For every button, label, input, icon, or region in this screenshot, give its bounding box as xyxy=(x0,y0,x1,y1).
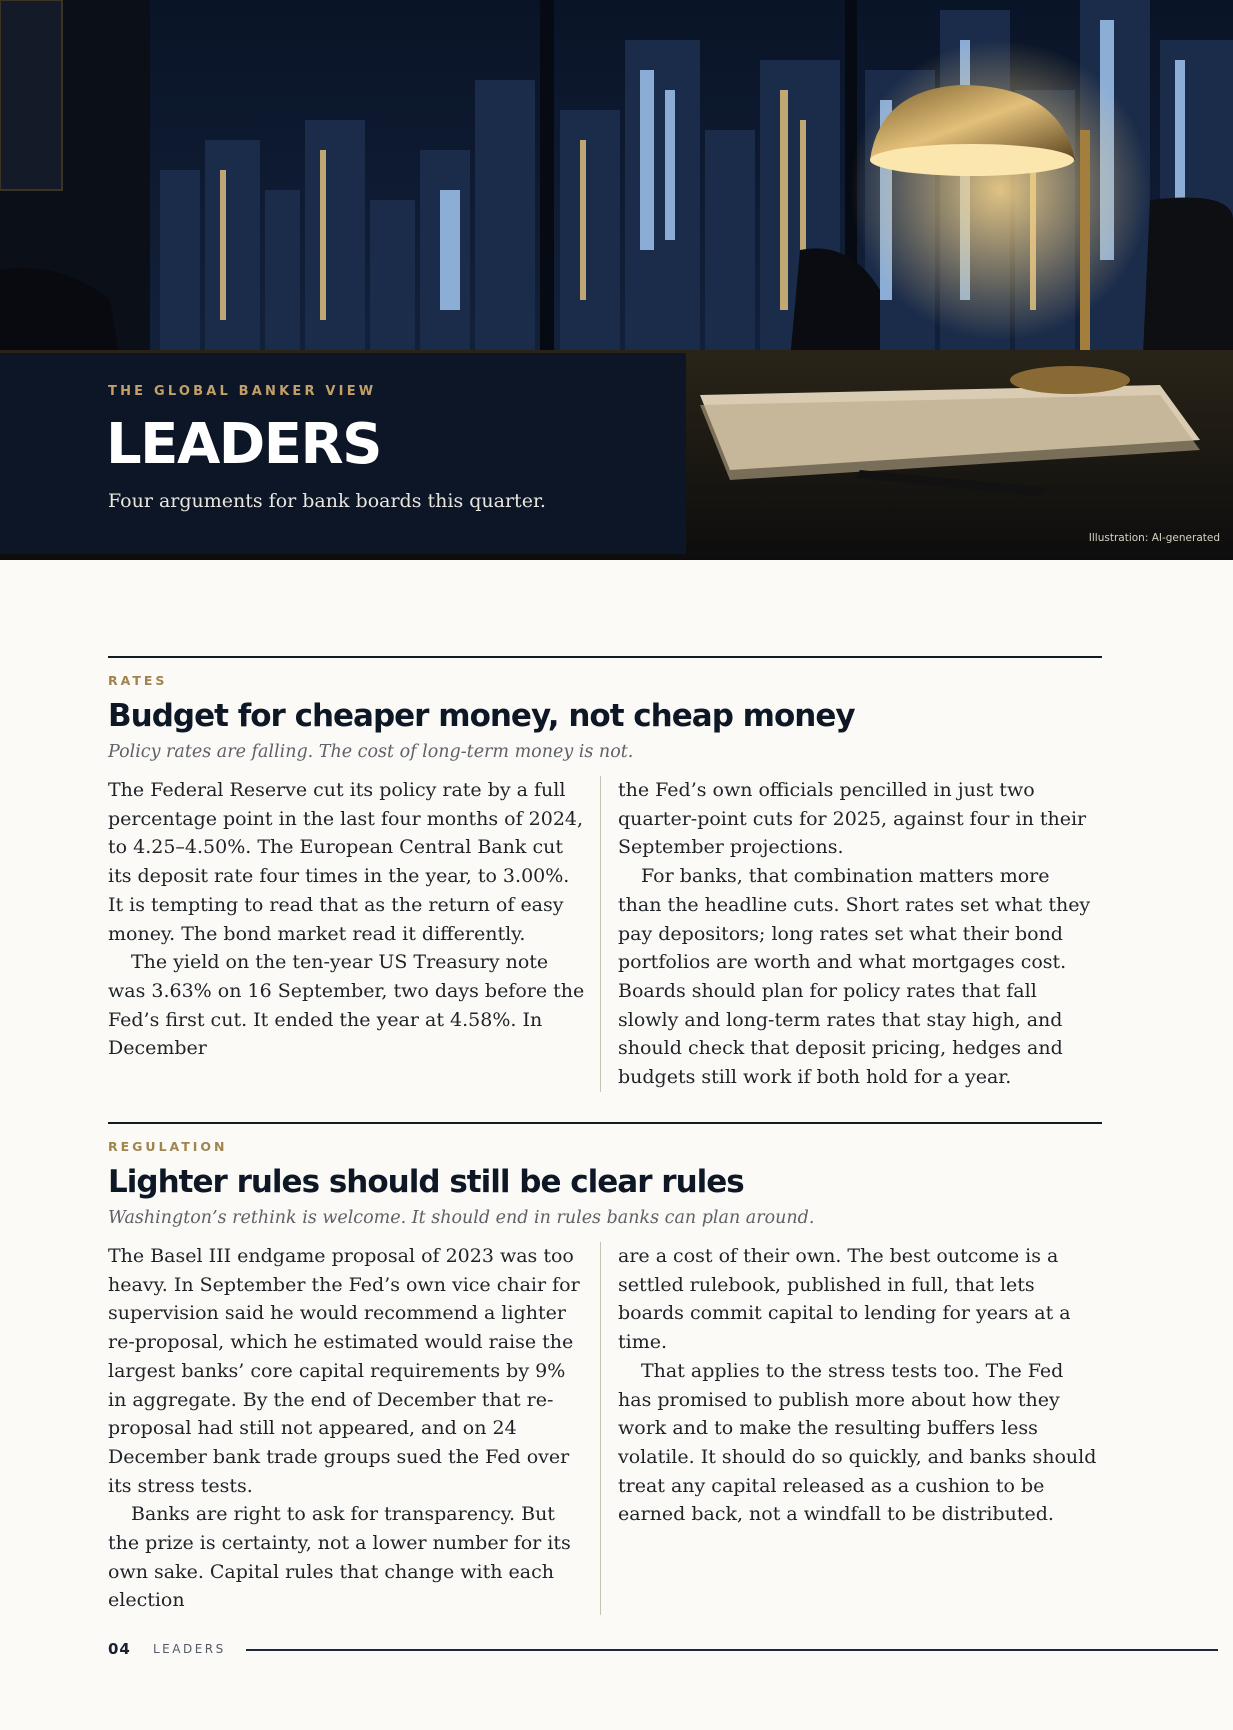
paragraph: are a cost of their own. The best outcome is a settled rulebook, published in full, that lets boards commit capital to lending for years at a time. xyxy=(618,1245,1071,1354)
paragraph: The Basel III endgame proposal of 2023 was too heavy. In September the Fed’s own vice chair for supervision said he would recommend a lighter re-proposal, which he estimated would raise the largest banks’ core capital requirements by 9% in aggregate. By the end of December that re-proposal had still not appeared, and on 24 December bank trade groups sued the Fed over its stress tests. xyxy=(108,1245,580,1497)
article-columns xyxy=(108,776,1102,1092)
section-label: REGULATION xyxy=(108,1139,228,1154)
illustration-credit: Illustration: AI-generated xyxy=(1088,532,1220,544)
section-label: RATES xyxy=(108,673,168,688)
paragraph: The yield on the ten-year US Treasury note was 3.63% on 16 September, two days before the Fed’s first cut. It ended the year at 4.58%. In December xyxy=(108,951,585,1060)
paragraph: The Federal Reserve cut its policy rate by a full percentage point in the last four months of 2024, to 4.25–4.50%. The European Central Bank cut its deposit rate four times in the year, to 3.00%. It is tempting to read that as the return of easy money. The bond market read it differently. xyxy=(108,779,584,945)
article-top-rule xyxy=(108,656,1102,658)
article-column-left xyxy=(108,776,588,1092)
paragraph: For banks, that combination matters more than the headline cuts. Short rates set what they pay depositors; long rates set what their bond portfolios are worth and what mortgages cost. Boards should plan for policy rates that fall slowly and long-term rates that stay high, and should check that deposit pricing, hedges and budgets still work if both hold for a year. xyxy=(618,865,1091,1089)
article-rates xyxy=(108,656,1102,1092)
hero-kicker: THE GLOBAL BANKER VIEW xyxy=(108,384,377,399)
page-footer xyxy=(108,1637,1218,1661)
article-headline: Budget for cheaper money, not cheap money xyxy=(108,698,855,734)
hero-dek: Four arguments for bank boards this quarter. xyxy=(108,490,546,512)
footer-rule xyxy=(246,1649,1218,1651)
article-headline: Lighter rules should still be clear rules xyxy=(108,1164,744,1200)
footer-section-label: LEADERS xyxy=(153,1642,226,1656)
hero-banner xyxy=(0,0,1233,560)
article-standfirst: Washington’s rethink is welcome. It should end in rules banks can plan around. xyxy=(108,1208,815,1228)
page-number: 04 xyxy=(108,1640,131,1658)
page-title: LEADERS xyxy=(106,412,381,477)
article-standfirst: Policy rates are falling. The cost of long-term money is not. xyxy=(108,742,634,762)
article-columns xyxy=(108,1242,1102,1615)
article-column-right xyxy=(601,776,1098,1092)
paragraph: That applies to the stress tests too. The Fed has promised to publish more about how they work and to make the resulting buffers less volatile. It should do so quickly, and banks should treat any capital released as a cushion to be earned back, not a windfall to be distributed. xyxy=(618,1359,1097,1526)
paragraph: Banks are right to ask for transparency. But the prize is certainty, not a lower number for its own sake. Capital rules that change with each election xyxy=(108,1503,571,1612)
article-column-left xyxy=(108,1242,588,1615)
article-column-right xyxy=(601,1242,1098,1615)
article-regulation xyxy=(108,1122,1102,1615)
article-top-rule xyxy=(108,1122,1102,1124)
paragraph: the Fed’s own officials pencilled in just two quarter-point cuts for 2025, against four in their September projections. xyxy=(618,779,1087,859)
